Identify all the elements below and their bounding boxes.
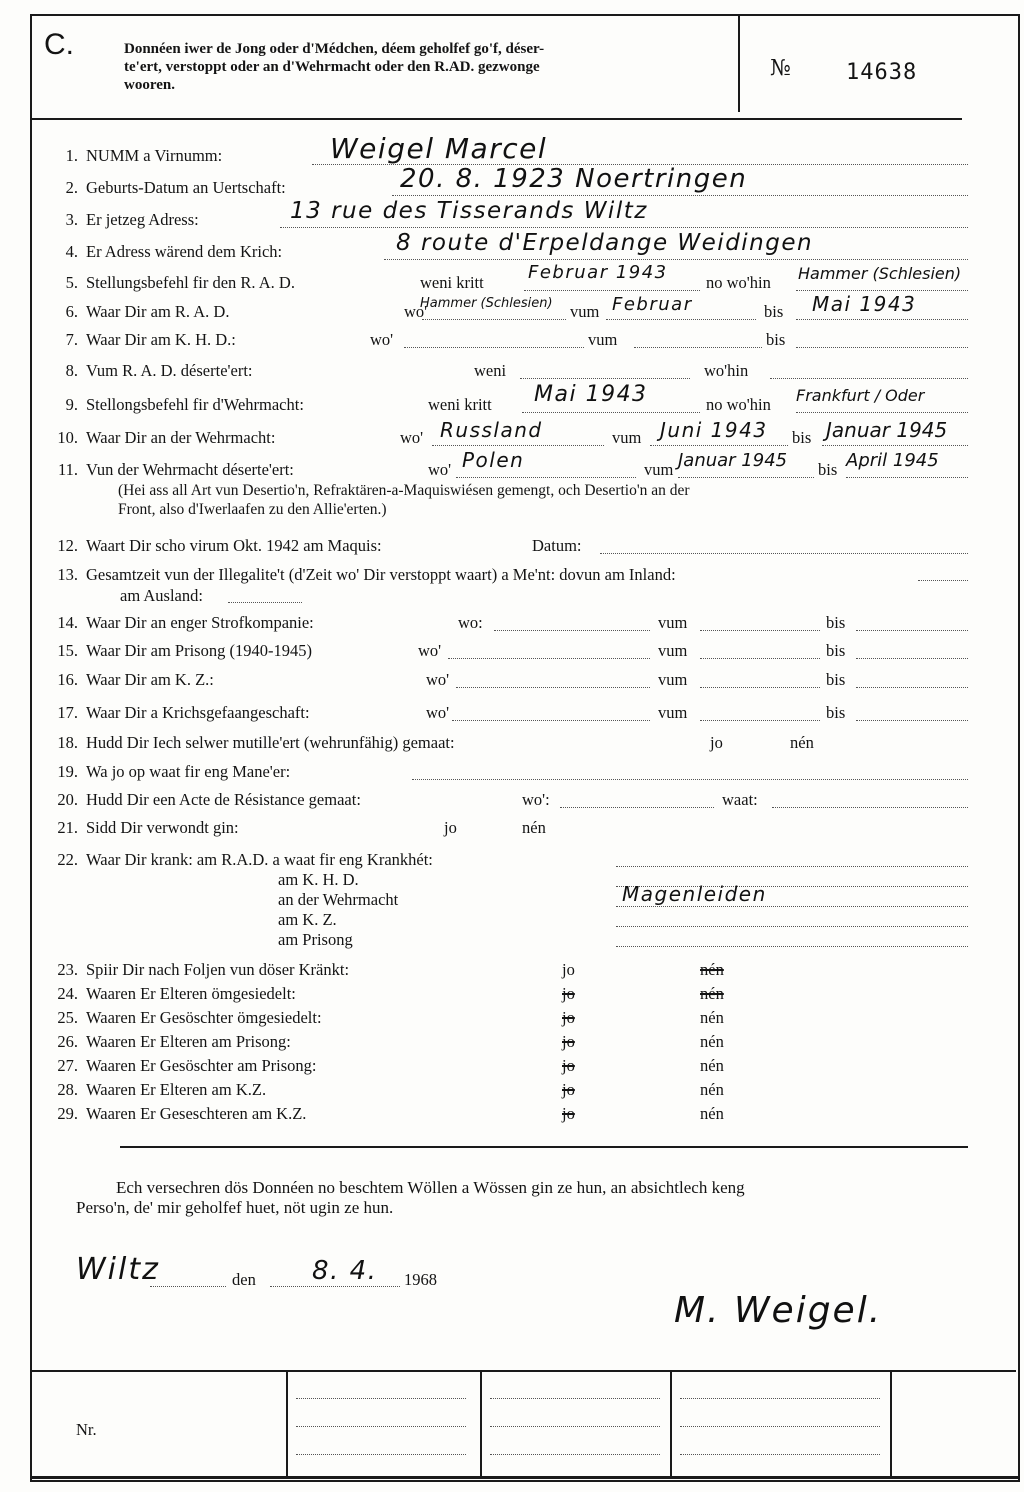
field-11-vum-line [678, 477, 814, 478]
field-2: 2. Geburts-Datum an Uertschaft: [65, 178, 286, 197]
field-19: 19. Wa jo op waat fir eng Mane'er: [57, 762, 291, 781]
field-22-khd: am K. H. D. [278, 870, 359, 889]
field-27-jo[interactable]: jo [562, 1056, 575, 1075]
field-5-weni: weni kritt [420, 273, 484, 292]
field-11-bis-value[interactable]: April 1945 [846, 450, 939, 471]
field-1-value[interactable]: Weigel Marcel [330, 132, 548, 165]
field-4-value[interactable]: 8 route d'Erpeldange Weidingen [396, 230, 814, 256]
field-5-weni-value[interactable]: Februar 1943 [528, 262, 668, 283]
field-15: 15. Waar Dir am Prisong (1940-1945) [57, 641, 312, 660]
field-10-bis-value[interactable]: Januar 1945 [826, 418, 948, 442]
field-6-bis-line [796, 319, 968, 320]
field-14-vum-line [700, 630, 820, 631]
form-title [124, 40, 724, 94]
field-24-jo[interactable]: jo [562, 984, 575, 1003]
field-6-vum: vum [570, 302, 600, 321]
field-2-line [392, 195, 968, 196]
field-17-wo-line [452, 720, 650, 721]
field-15-wo-line [448, 658, 650, 659]
field-25: 25. Waaren Er Gesöschter ömgesiedelt: [57, 1008, 322, 1027]
field-23-jo[interactable]: jo [562, 960, 575, 979]
signature-date[interactable]: 8. 4. [312, 1256, 378, 1286]
declaration-rule [120, 1146, 968, 1148]
field-17: 17. Waar Dir a Krichsgefaangeschaft: [57, 703, 310, 722]
footer-col-1 [286, 1370, 288, 1476]
field-9-weni-line [522, 412, 700, 413]
field-14: 14. Waar Dir an enger Strofkompanie: [57, 613, 314, 632]
header-divider [738, 16, 740, 112]
field-6-wo-line [422, 319, 566, 320]
field-11-wo-line [456, 477, 636, 478]
field-24: 24. Waaren Er Elteren ömgesiedelt: [57, 984, 296, 1003]
field-10-vum-value[interactable]: Juni 1943 [660, 418, 768, 442]
field-7: 7. Waar Dir am K. H. D.: [65, 330, 236, 349]
field-16-wo-line [456, 687, 650, 688]
field-22-prisong-line [616, 946, 968, 947]
field-7-vum-line [634, 347, 762, 348]
place-line [150, 1286, 226, 1287]
field-18-jo[interactable]: jo [710, 733, 723, 752]
footer-dots-2c [490, 1454, 660, 1455]
field-3-line [280, 227, 968, 228]
field-23: 23. Spiir Dir nach Foljen vun döser Kränkt: [57, 960, 350, 979]
field-16-bis: bis [826, 670, 846, 689]
field-26: 26. Waaren Er Elteren am Prisong: [57, 1032, 291, 1051]
field-10-bis: bis [792, 428, 812, 447]
field-6-bis-value[interactable]: Mai 1943 [812, 292, 917, 316]
footer-col-4 [890, 1370, 892, 1476]
signature-place[interactable]: Wiltz [76, 1252, 160, 1287]
field-10-vum: vum [612, 428, 642, 447]
field-22-wehrmacht-value[interactable]: Magenleiden [622, 882, 767, 906]
field-16-vum: vum [658, 670, 688, 689]
field-12-line [600, 553, 968, 554]
field-29-nen[interactable]: nén [700, 1104, 724, 1123]
field-7-wo: wo' [370, 330, 394, 349]
field-16: 16. Waar Dir am K. Z.: [57, 670, 214, 689]
field-15-vum: vum [658, 641, 688, 660]
field-27-nen[interactable]: nén [700, 1056, 724, 1075]
field-17-bis: bis [826, 703, 846, 722]
field-11-bis-line [846, 477, 968, 478]
field-14-wo-line [494, 630, 650, 631]
footer-grid [32, 1370, 1016, 1476]
field-10-wo: wo' [400, 428, 424, 447]
footer-dots-1b [296, 1426, 466, 1427]
footer-dots-3b [680, 1426, 880, 1427]
field-8: 8. Vum R. A. D. déserte'ert: [65, 361, 253, 380]
field-15-bis: bis [826, 641, 846, 660]
footer-dots-3c [680, 1454, 880, 1455]
field-7-bis: bis [766, 330, 786, 349]
field-22-kz-line [616, 926, 968, 927]
field-9-weni-value[interactable]: Mai 1943 [534, 382, 648, 407]
field-21-jo[interactable]: jo [444, 818, 457, 837]
field-20-wo: wo': [522, 790, 550, 809]
field-6-vum-line [606, 319, 756, 320]
field-8-wohin: wo'hin [704, 361, 749, 380]
field-17-wo: wo' [426, 703, 450, 722]
field-22-kz: am K. Z. [278, 910, 337, 929]
field-20-waat-line [772, 807, 968, 808]
field-29: 29. Waaren Er Geseschteren am K.Z. [57, 1104, 307, 1123]
field-20-waat: waat: [722, 790, 758, 809]
field-10-wo-line [432, 445, 604, 446]
field-10-bis-line [822, 445, 968, 446]
declaration-line-1: Ech versechren dös Donnéen no beschtem Wöllen a Wössen gin ze hun, an absichtlech keng [116, 1178, 745, 1197]
field-11-wo: wo' [428, 460, 452, 479]
signature-year: 1968 [404, 1270, 437, 1289]
field-5-weni-line [524, 290, 700, 291]
form-number: 14638 [846, 60, 918, 85]
field-12: 12. Waart Dir scho virum Okt. 1942 am Maquis: [57, 536, 382, 555]
field-20-wo-line [560, 807, 714, 808]
field-14-bis: bis [826, 613, 846, 632]
header-rule [32, 118, 962, 120]
field-22-wehrmacht-line [616, 906, 968, 907]
field-11-vum-value[interactable]: Januar 1945 [678, 450, 788, 471]
field-22: 22. Waar Dir krank: am R.A.D. a waat fir eng Krankhét: [57, 850, 433, 869]
field-4: 4. Er Adress wärend dem Krich: [65, 242, 283, 261]
field-14-wo: wo: [458, 613, 483, 632]
field-8-weni-line [520, 378, 690, 379]
footer-nr-label: Nr. [76, 1420, 97, 1439]
den-label: den [232, 1270, 256, 1289]
field-15-wo: wo' [418, 641, 442, 660]
field-9-weni: weni kritt [428, 395, 492, 414]
bottom-rule [30, 1476, 1018, 1479]
field-8-weni: weni [474, 361, 507, 380]
field-20: 20. Hudd Dir een Acte de Résistance gemaat: [57, 790, 361, 809]
field-5: 5. Stellungsbefehl fir den R. A. D. [65, 273, 295, 292]
form-title-line-2: te'ert, verstoppt oder an d'Wehrmacht oder den R.AD. gezwonge [124, 59, 540, 75]
field-18-nen[interactable]: nén [790, 733, 814, 752]
footer-dots-2a [490, 1398, 660, 1399]
field-12-datum: Datum: [532, 536, 582, 555]
field-11-bis: bis [818, 460, 838, 479]
field-13-ausland-line [228, 602, 302, 603]
field-13: 13. Gesamtzeit vun der Illegalite't (d'Zeit wo' Dir verstoppt waart) a Me'nt: dovun am Inland: [57, 565, 676, 584]
field-22-prisong: am Prisong [278, 930, 353, 949]
declaration-line-2: Perso'n, de' mir geholfef huet, nöt ugin ze hun. [76, 1198, 394, 1217]
signature[interactable]: M. Weigel. [674, 1290, 883, 1331]
field-7-bis-line [796, 347, 968, 348]
field-13-ausland: am Ausland: [120, 586, 203, 605]
field-5-no: no wo'hin [706, 273, 771, 292]
field-21: 21. Sidd Dir verwondt gin: [57, 818, 239, 837]
field-16-bis-line [856, 687, 968, 688]
field-10-vum-line [650, 445, 788, 446]
field-17-bis-line [856, 720, 968, 721]
form-title-line-3: wooren. [124, 77, 175, 93]
field-9-no-value[interactable]: Frankfurt / Oder [796, 386, 925, 405]
field-26-jo[interactable]: jo [562, 1032, 575, 1051]
field-26-nen[interactable]: nén [700, 1032, 724, 1051]
field-25-nen[interactable]: nén [700, 1008, 724, 1027]
field-6-bis: bis [764, 302, 784, 321]
field-24-nen[interactable]: nén [700, 984, 724, 1003]
date-line [270, 1286, 400, 1287]
field-23-nen[interactable]: nén [700, 960, 724, 979]
footer-col-2 [480, 1370, 482, 1476]
field-8-wohin-line [770, 378, 968, 379]
field-6-wo-value[interactable]: Hammer (Schlesien) [420, 296, 553, 311]
field-11-note-2: Front, also d'Iwerlaafen zu den Allie'erten.) [118, 501, 387, 518]
field-22-rad-line [616, 866, 968, 867]
field-28-jo[interactable]: jo [562, 1080, 575, 1099]
field-14-bis-line [856, 630, 968, 631]
field-28: 28. Waaren Er Elteren am K.Z. [57, 1080, 267, 1099]
field-25-jo[interactable]: jo [562, 1008, 575, 1027]
footer-dots-1c [296, 1454, 466, 1455]
field-7-vum: vum [588, 330, 618, 349]
field-11: 11. Vun der Wehrmacht déserte'ert: [57, 460, 294, 479]
footer-dots-1a [296, 1398, 466, 1399]
field-11-wo-value[interactable]: Polen [462, 448, 525, 472]
field-11-note-1: (Hei ass all Art vun Desertio'n, Refraktären-a-Maquiswiésen gemengt, och Desertio'n an der [118, 482, 690, 499]
footer-dots-3a [680, 1398, 880, 1399]
field-2-value[interactable]: 20. 8. 1923 Noertringen [400, 164, 748, 194]
field-21-nen[interactable]: nén [522, 818, 546, 837]
field-5-no-line [796, 290, 968, 291]
field-6-vum-value[interactable]: Februar [612, 294, 693, 315]
field-5-no-value[interactable]: Hammer (Schlesien) [798, 264, 962, 283]
field-3: 3. Er jetzeg Adress: [65, 210, 199, 229]
field-6: 6. Waar Dir am R. A. D. [65, 302, 230, 321]
section-letter: C. [44, 28, 74, 61]
field-18: 18. Hudd Dir Iech selwer mutille'ert (wehrunfähig) gemaat: [57, 733, 455, 752]
field-15-vum-line [700, 658, 820, 659]
field-10-wo-value[interactable]: Russland [440, 418, 543, 442]
field-10: 10. Waar Dir an der Wehrmacht: [57, 428, 276, 447]
field-1: 1. NUMM a Virnumm: [65, 146, 223, 165]
field-19-line [412, 779, 968, 780]
field-11-vum: vum [644, 460, 674, 479]
field-28-nen[interactable]: nén [700, 1080, 724, 1099]
footer-top-line [32, 1370, 1016, 1372]
field-9-no-line [796, 412, 968, 413]
field-17-vum-line [700, 720, 820, 721]
field-9: 9. Stellongsbefehl fir d'Wehrmacht: [65, 395, 304, 414]
field-15-bis-line [856, 658, 968, 659]
field-17-vum: vum [658, 703, 688, 722]
field-9-no: no wo'hin [706, 395, 771, 414]
field-7-wo-line [404, 347, 584, 348]
field-14-vum: vum [658, 613, 688, 632]
number-symbol: № [770, 56, 791, 81]
footer-dots-2b [490, 1426, 660, 1427]
field-27: 27. Waaren Er Gesöschter am Prisong: [57, 1056, 317, 1075]
form-title-line-1: Donnéen iwer de Jong oder d'Médchen, déem geholfef go'f, déser- [124, 41, 545, 57]
field-6-wo: wo' [404, 302, 428, 321]
field-22-wehrmacht: an der Wehrmacht [278, 890, 399, 909]
field-3-value[interactable]: 13 rue des Tisserands Wiltz [290, 198, 648, 224]
field-29-jo[interactable]: jo [562, 1104, 575, 1123]
field-13-inland-line [918, 580, 968, 581]
footer-col-3 [670, 1370, 672, 1476]
field-16-vum-line [700, 687, 820, 688]
field-4-line [384, 259, 968, 260]
field-16-wo: wo' [426, 670, 450, 689]
